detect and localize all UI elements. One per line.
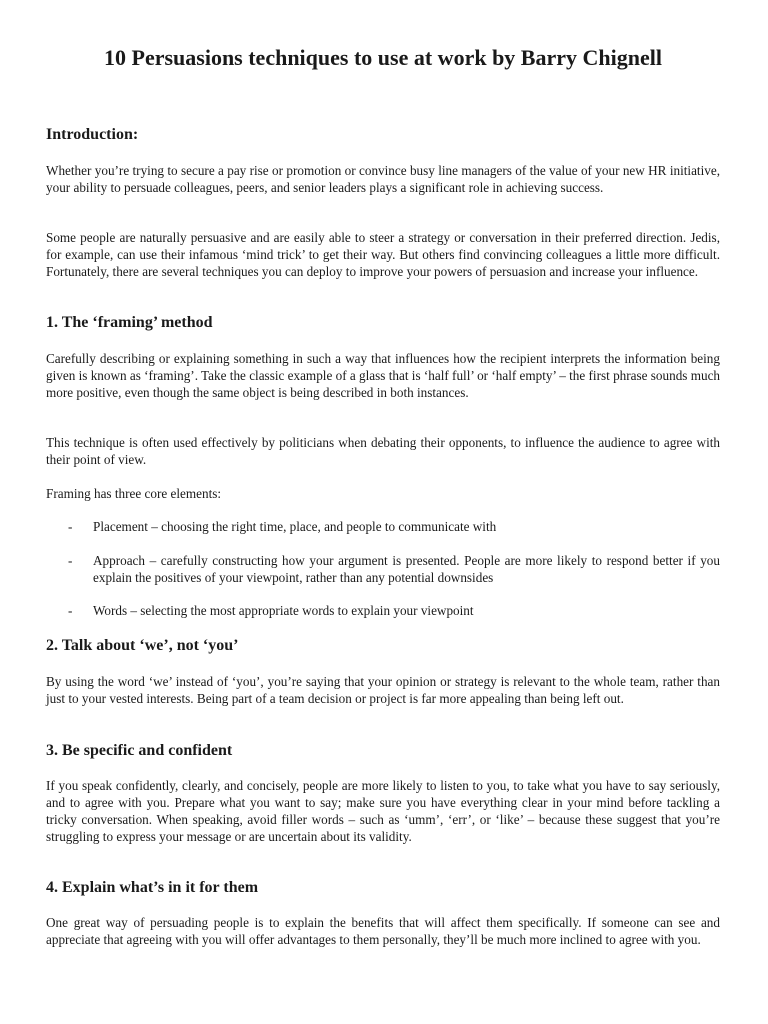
section-3-paragraph-1-block xyxy=(46,777,720,845)
introduction-heading: Introduction: xyxy=(46,126,139,143)
section-4-paragraph-1-block xyxy=(46,914,720,948)
bullet-text: Placement – choosing the right time, place, and people to communicate with xyxy=(93,519,497,534)
intro-paragraph-2: Some people are naturally persuasive and are easily able to steer a strategy or conversation in their preferred direction. Jedis, for example, can use their infamous ‘mind trick’ to get their way. But others find convincing colleagues a little more difficult. Fortunately, there are several techniques you can deploy to improve your powers of persuasion and increase your influence. xyxy=(46,230,720,279)
bullet-dash: - xyxy=(68,553,73,568)
intro-paragraph-1: Whether you’re trying to secure a pay rise or promotion or convince busy line managers of the value of your new HR initiative, your ability to persuade colleagues, peers, and senior leaders plays a significant role in achieving success. xyxy=(46,163,720,195)
section-1-paragraph-2-block xyxy=(46,434,720,468)
bullet-dash: - xyxy=(68,603,73,618)
bullet-text: Approach – carefully constructing how your argument is presented. People are more likely to respond better if you explain the positives of your viewpoint, rather than any potential downsides xyxy=(93,553,720,585)
document-title: 10 Persuasions techniques to use at work by Barry Chignell xyxy=(104,45,662,70)
section-1-paragraph-3: Framing has three core elements: xyxy=(46,486,222,501)
section-3-heading: 3. Be specific and confident xyxy=(46,742,233,759)
section-1-paragraph-3-block xyxy=(46,485,720,502)
section-1-paragraph-1-block xyxy=(46,350,720,401)
introduction-heading-block xyxy=(46,125,720,145)
section-2-heading: 2. Talk about ‘we’, not ‘you’ xyxy=(46,637,239,654)
section-1-paragraph-1: Carefully describing or explaining something in such a way that influences how the recipient interprets the information being given is known as ‘framing’. Take the classic example of a glass that is ‘half full’ or ‘half empty’ – the first phrase sounds much more positive, even though the same object is being described in both instances. xyxy=(46,351,721,400)
bullet-text: Words – selecting the most appropriate words to explain your viewpoint xyxy=(93,603,474,618)
intro-paragraph-2-block xyxy=(46,229,720,280)
section-4-heading: 4. Explain what’s in it for them xyxy=(46,879,259,896)
section-2-paragraph-1-block xyxy=(46,673,720,707)
section-3-paragraph-1: If you speak confidently, clearly, and concisely, people are more likely to listen to you, to take what you have to say seriously, and to agree with you. Prepare what you want to say; make sure you have everything clear in your mind before tackling a tricky conversation. When speaking, avoid filler words – such as ‘umm’, ‘err’, or ‘like’ – because these suggest that you’re struggling to express your message or are uncertain about its validity. xyxy=(46,778,720,844)
bullet-dash: - xyxy=(68,519,73,534)
section-2-paragraph-1: By using the word ‘we’ instead of ‘you’, you’re saying that your opinion or strategy is relevant to the whole team, rather than just to your vested interests. Being part of a team decision or project is far more appealing than being left out. xyxy=(46,674,720,706)
section-2-heading-block xyxy=(46,636,720,656)
section-4-paragraph-1: One great way of persuading people is to explain the benefits that will affect them specifically. If someone can see and appreciate that agreeing with you will offer advantages to them personally, they’ll be much more inclined to agree with you. xyxy=(46,915,720,947)
section-1-paragraph-2: This technique is often used effectively by politicians when debating their opponents, to influence the audience to agree with their point of view. xyxy=(46,435,720,467)
section-4-heading-block xyxy=(46,878,720,898)
intro-paragraph-1-block xyxy=(46,162,720,196)
section-1-heading-block xyxy=(46,313,720,333)
section-1-heading: 1. The ‘framing’ method xyxy=(46,314,213,331)
section-3-heading-block xyxy=(46,741,720,761)
